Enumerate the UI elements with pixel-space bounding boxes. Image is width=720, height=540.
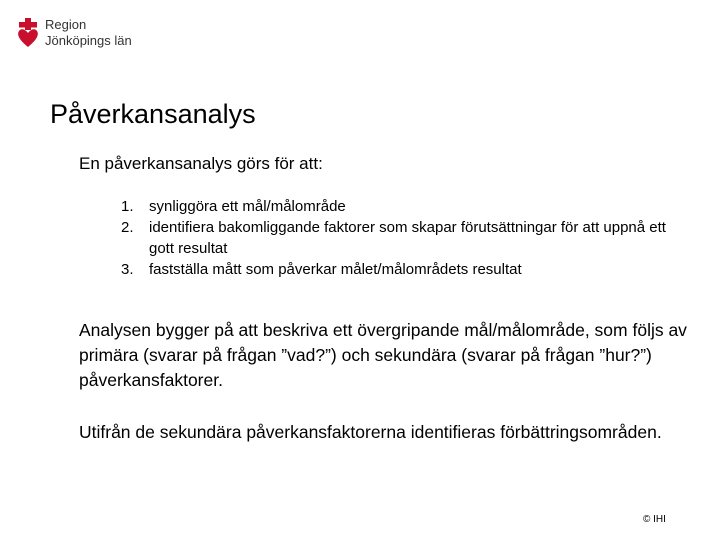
list-item-text: synliggöra ett mål/målområde — [149, 198, 346, 215]
logo-text — [45, 17, 132, 49]
list-item-number: 2. — [121, 219, 134, 236]
list-item-text: identifiera bakomliggande faktorer som skapar förutsättningar för att uppnå ett gott resultat — [149, 219, 666, 257]
logo-line-2: Jönköpings län — [45, 33, 132, 48]
slide-title: Påverkansanalys — [50, 99, 256, 129]
region-cross-heart-icon — [16, 17, 40, 49]
paragraph-analysis: Analysen bygger på att beskriva ett övergripande mål/målområde, som följs av primära (svarar på frågan ”vad?”) och sekundära (svarar på frågan ”hur?”) påverkansfaktorer. — [79, 320, 687, 390]
list-item-number: 1. — [121, 198, 134, 215]
list-item-text: fastställa mått som påverkar målet/målområdets resultat — [149, 261, 522, 278]
numbered-list — [121, 196, 691, 280]
list-item — [121, 196, 691, 217]
copyright-footer: © IHI — [643, 514, 666, 525]
region-logo — [16, 17, 132, 49]
list-item — [121, 259, 691, 280]
logo-line-1: Region — [45, 17, 87, 32]
paragraph-improvement: Utifrån de sekundära påverkansfaktorerna identifieras förbättringsområden. — [79, 422, 662, 442]
list-item — [121, 217, 691, 259]
list-item-number: 3. — [121, 261, 134, 278]
intro-text: En påverkansanalys görs för att: — [79, 154, 323, 173]
